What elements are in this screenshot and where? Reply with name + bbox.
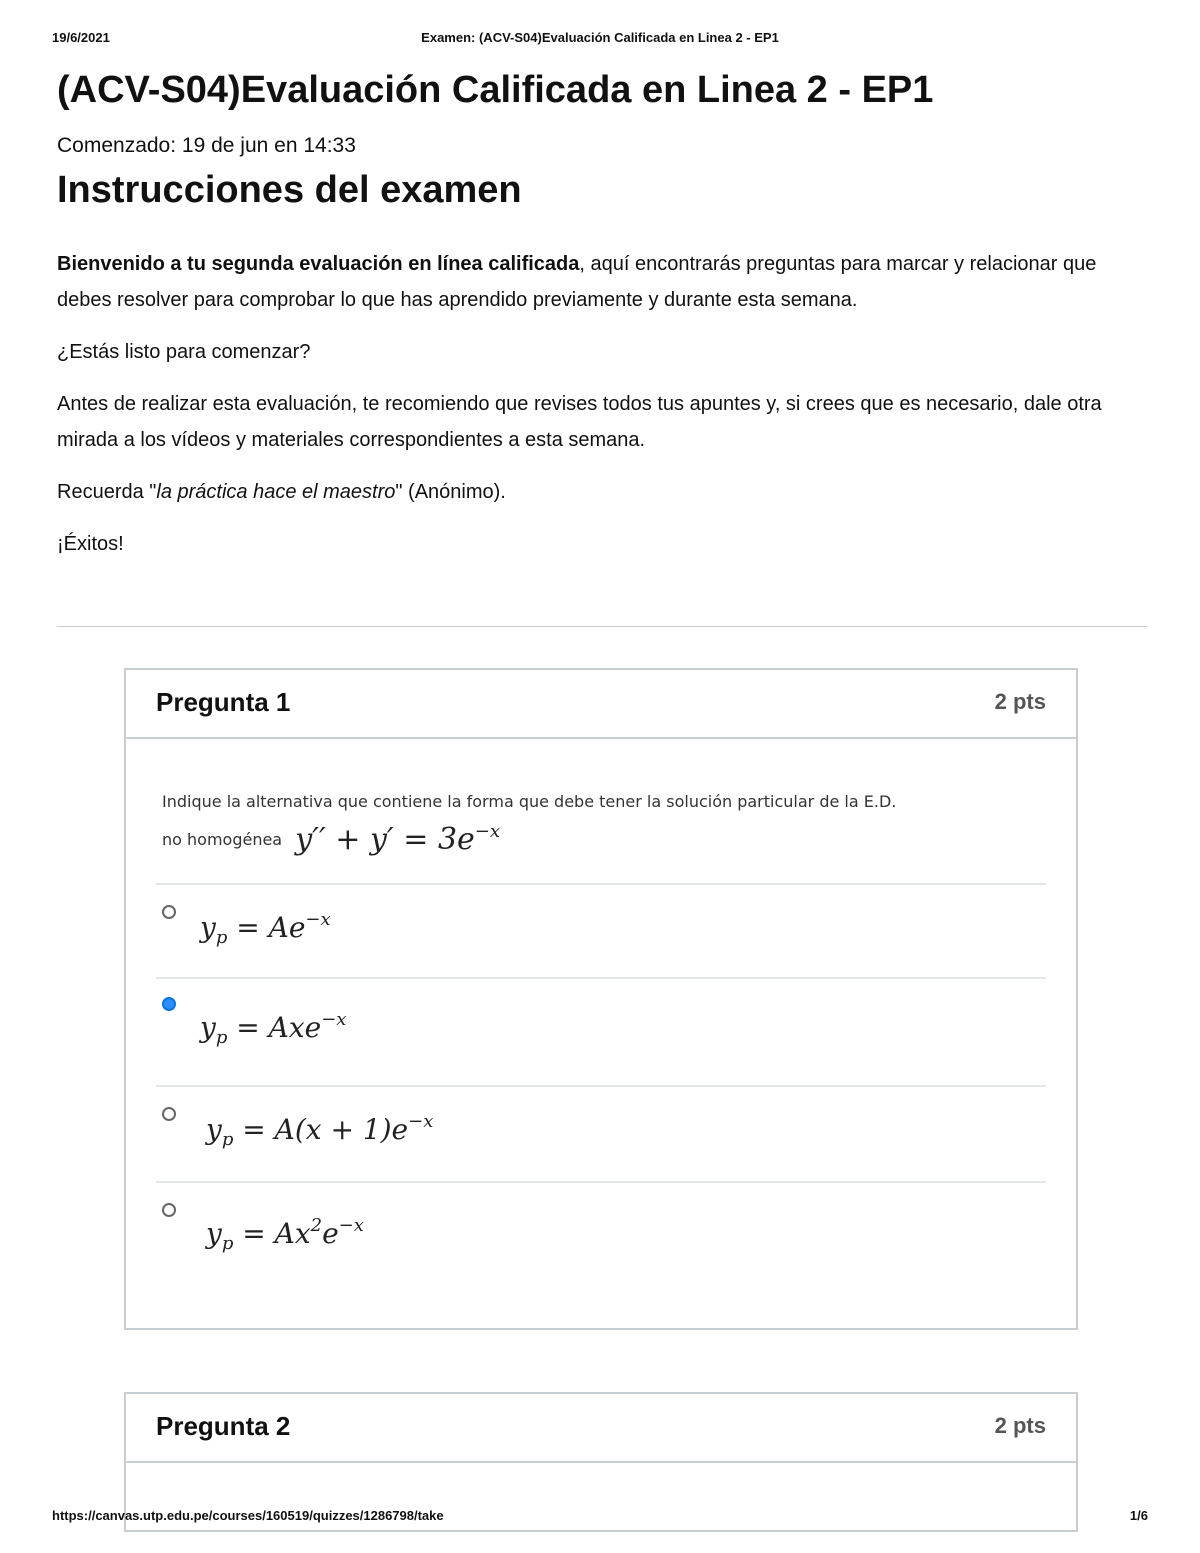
answer-formula	[200, 909, 331, 948]
formula-subscript: p	[221, 1129, 234, 1150]
section-divider	[57, 626, 1147, 627]
question-text-prefix: no homogénea	[162, 830, 283, 849]
radio-button-selected[interactable]	[162, 997, 176, 1011]
formula-exponent: 2	[310, 1215, 323, 1236]
formula-rhs: = Ax	[233, 1217, 311, 1250]
quote-italic: la práctica hace el maestro	[156, 481, 396, 503]
quote-prefix: Recuerda "	[57, 481, 157, 503]
formula-exponent: −x	[305, 909, 331, 930]
quiz-title: (ACV-S04)Evaluación Calificada en Linea 2 - EP1	[57, 69, 934, 111]
welcome-rest-text: , aquí encontrarás preguntas para marcar y relacionar que debes resolver para comprobar lo que has aprendido previamente y durante esta semana.	[57, 253, 1097, 311]
formula-tail-exponent: −x	[338, 1215, 364, 1236]
formula-exponent: −x	[321, 1009, 347, 1030]
answer-option-2[interactable]	[156, 979, 1046, 1087]
print-doc-title: Examen: (ACV-S04)Evaluación Calificada en Linea 2 - EP1	[421, 30, 779, 45]
answer-formula	[206, 1111, 433, 1150]
print-header	[52, 30, 1148, 50]
instructions-paragraph-5: ¡Éxitos!	[57, 533, 124, 555]
equation-exponent: −x	[474, 821, 501, 842]
formula-subscript: p	[221, 1233, 234, 1254]
question-text-line-1: Indique la alternativa que contiene la forma que debe tener la solución particular de la E.D.	[162, 792, 897, 811]
formula-rhs: = Ae	[227, 911, 306, 944]
formula-lhs: y	[200, 911, 216, 944]
answer-option-1[interactable]	[156, 885, 1046, 979]
radio-button[interactable]	[162, 1107, 176, 1121]
answer-list	[156, 883, 1046, 1283]
question-name: Pregunta 2	[156, 1411, 291, 1441]
question-card-1	[124, 668, 1078, 1330]
formula-subscript: p	[215, 927, 228, 948]
differential-equation	[295, 822, 500, 857]
answer-formula	[200, 1009, 346, 1048]
question-body	[126, 739, 1076, 1283]
instructions-paragraph-1	[57, 246, 1147, 318]
formula-exponent: −x	[408, 1111, 434, 1132]
question-name: Pregunta 1	[156, 687, 291, 717]
answer-option-3[interactable]	[156, 1087, 1046, 1183]
page-url: https://canvas.utp.edu.pe/courses/160519/quizzes/1286798/take	[52, 1508, 444, 1523]
radio-button[interactable]	[162, 1203, 176, 1217]
welcome-bold-text: Bienvenido a tu segunda evaluación en línea calificada	[57, 253, 580, 275]
started-time: Comenzado: 19 de jun en 14:33	[57, 134, 356, 157]
radio-button[interactable]	[162, 905, 176, 919]
instructions-paragraph-2: ¿Estás listo para comenzar?	[57, 341, 311, 363]
question-header	[126, 670, 1076, 739]
question-points: 2 pts	[994, 1413, 1046, 1438]
formula-subscript: p	[215, 1027, 228, 1048]
formula-rhs: = A(x + 1)e	[233, 1113, 409, 1146]
quiz-content	[57, 62, 1147, 562]
question-header	[126, 1394, 1076, 1463]
equation-base: y′′ + y′ = 3e	[295, 822, 475, 857]
formula-rhs: = Axe	[227, 1011, 322, 1044]
answer-option-4[interactable]	[156, 1183, 1046, 1283]
page-number: 1/6	[1129, 1508, 1148, 1523]
formula-tail: e	[322, 1217, 339, 1250]
formula-lhs: y	[200, 1011, 216, 1044]
quote-suffix: " (Anónimo).	[395, 481, 506, 503]
instructions-paragraph-4	[57, 474, 1147, 510]
instructions-title: Instrucciones del examen	[57, 169, 522, 211]
question-points: 2 pts	[994, 689, 1046, 714]
answer-formula	[206, 1215, 364, 1254]
print-footer	[52, 1508, 1148, 1528]
question-text-line-2	[162, 819, 1046, 857]
question-text	[156, 739, 1046, 857]
formula-lhs: y	[206, 1217, 222, 1250]
print-date: 19/6/2021	[52, 30, 110, 45]
instructions-paragraph-3: Antes de realizar esta evaluación, te recomiendo que revises todos tus apuntes y, si crees que es necesario, dale otra mirada a los vídeos y materiales correspondientes a esta semana.	[57, 393, 1102, 451]
formula-lhs: y	[206, 1113, 222, 1146]
